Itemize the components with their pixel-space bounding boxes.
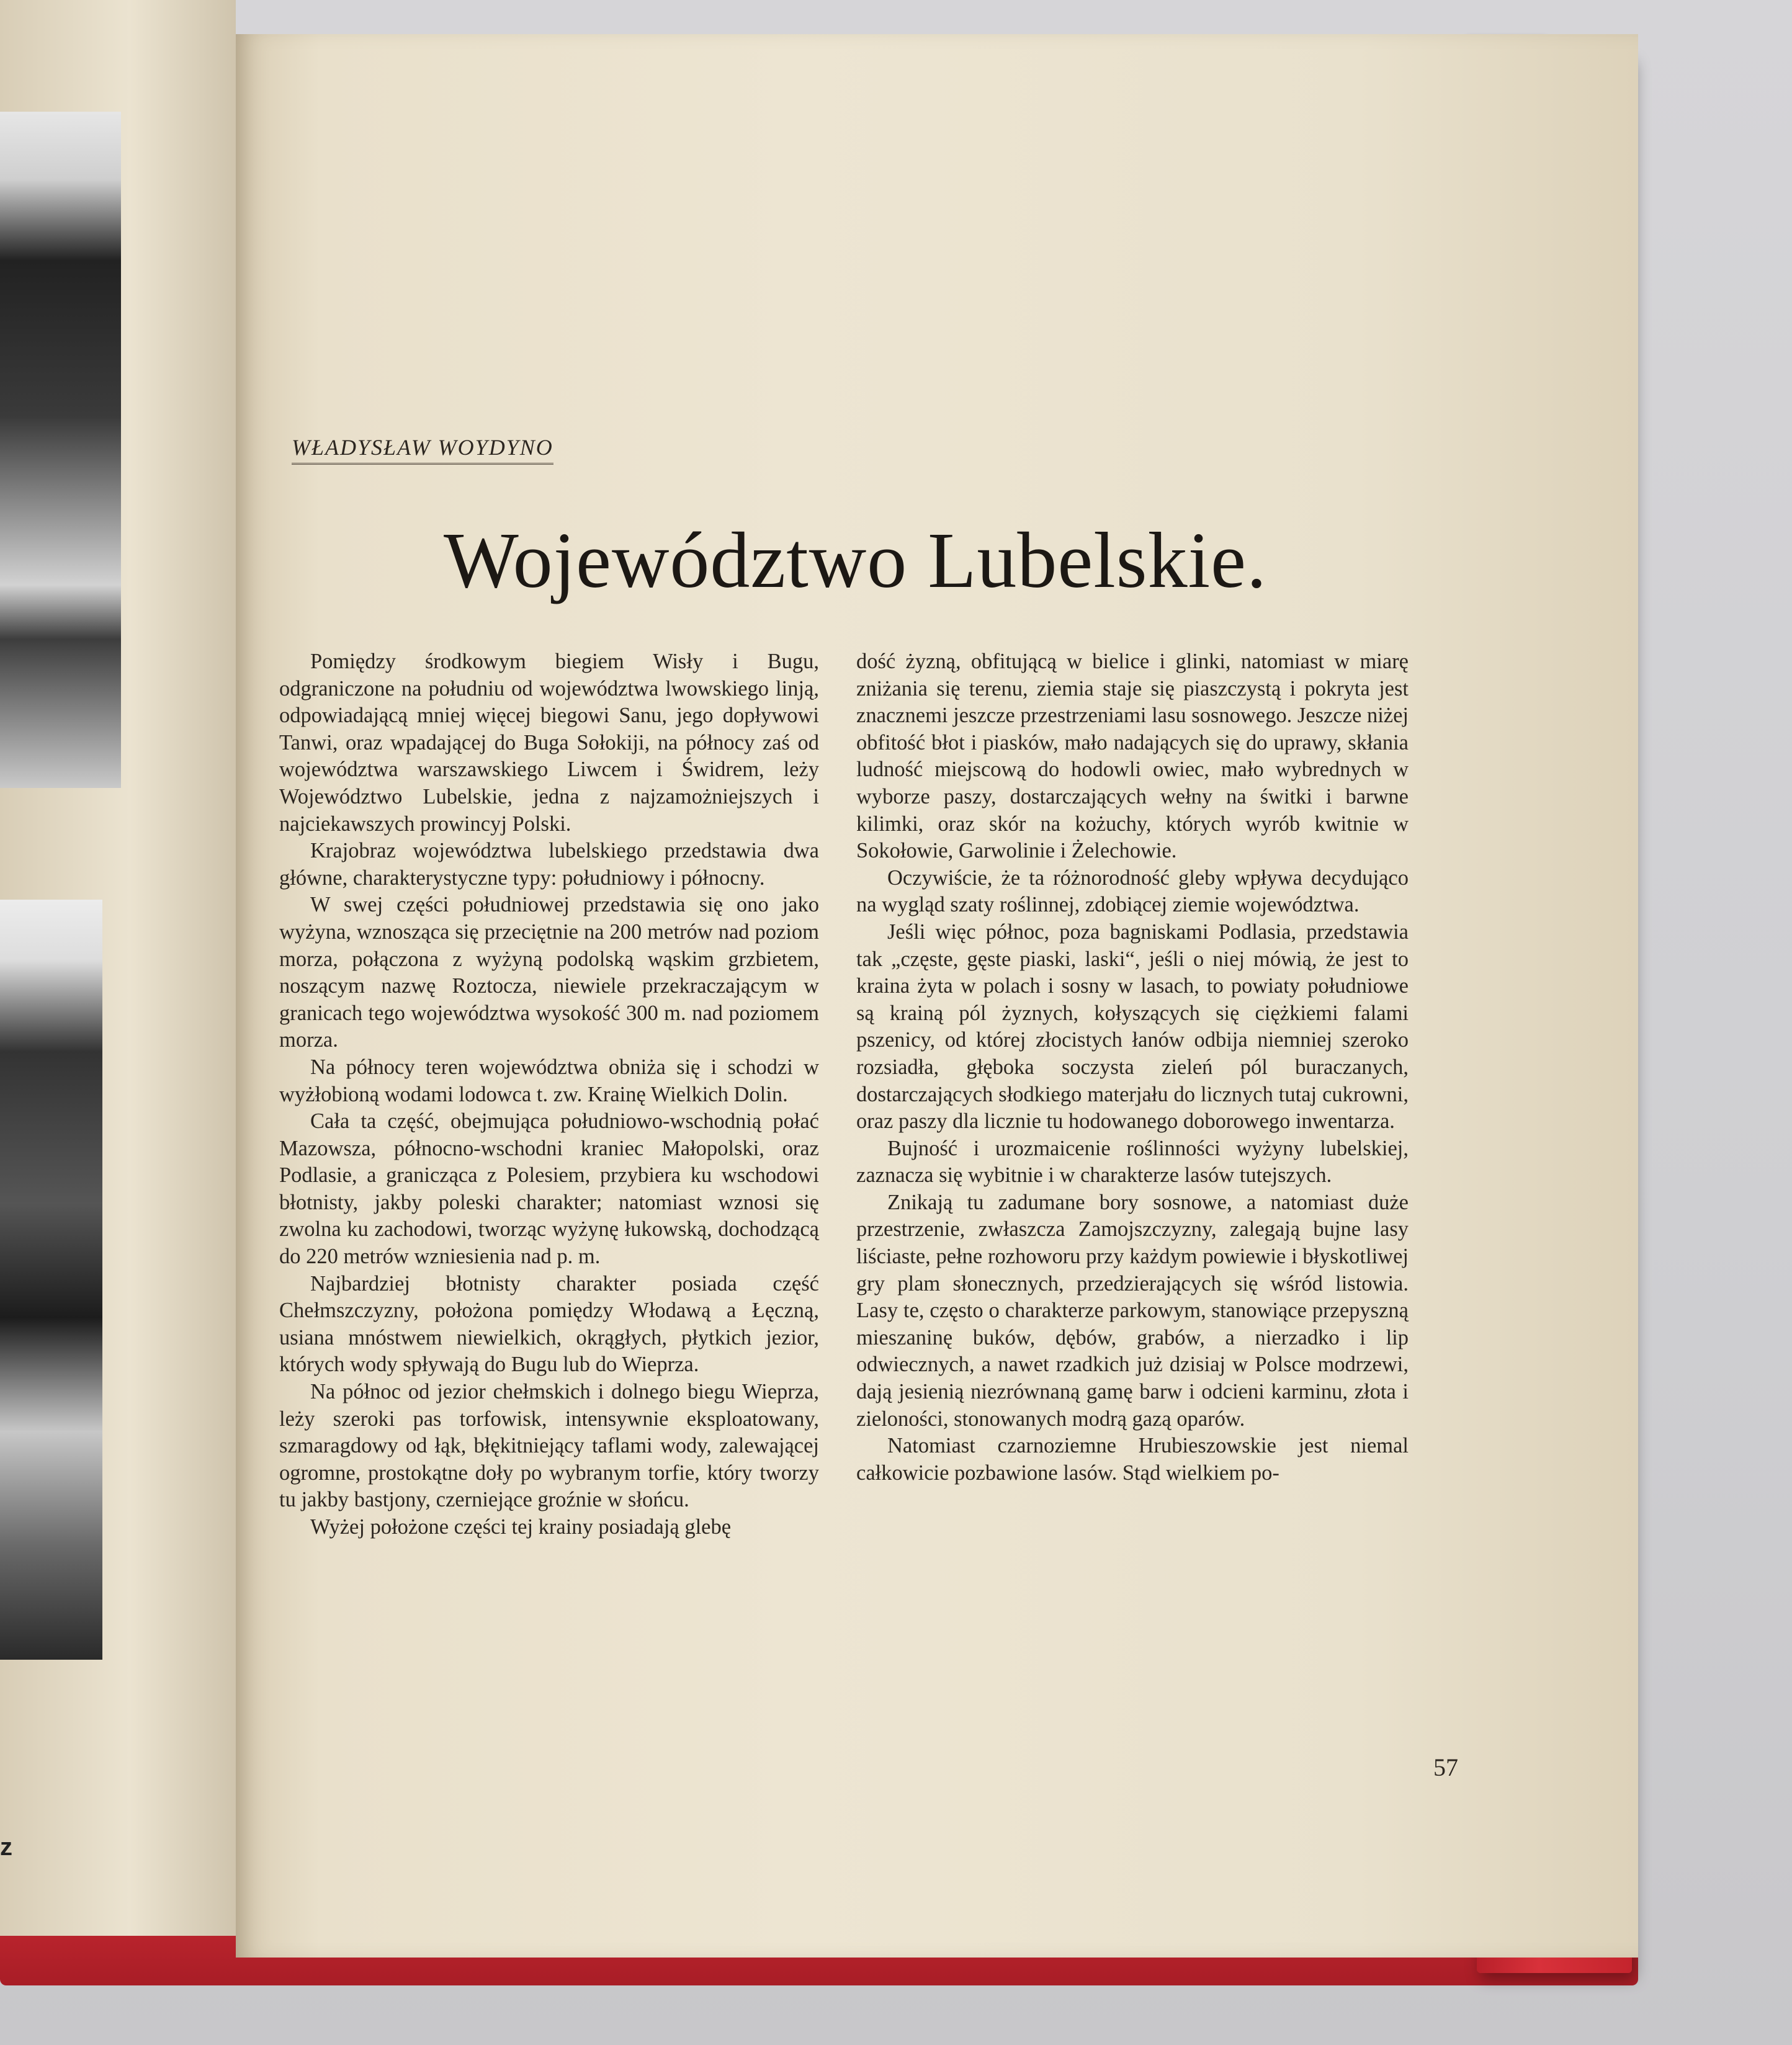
photo-left-top	[0, 112, 121, 788]
page-number: 57	[1433, 1753, 1458, 1781]
paragraph: dość żyzną, obfitującą w bielice i glinki, natomiast w miarę zniżania się terenu, ziemia staje się piaszczystą i pokryta jest znacznemi jeszcze przestrzeniami lasu sosnowego. Jeszcze niżej obfitość błot i piasków, mało nadających się do uprawy, skłania ludność miejscową do hodowli owiec, mało wybrednych w wyborze paszy, dostarczających wełny na świtki i barwne kilimki, oraz skór na kożuchy, których wyrób kwitnie w Sokołowie, Garwolinie i Żelechowie.	[856, 650, 1409, 863]
paragraph: Oczywiście, że ta różnorodność gleby wpływa decydująco na wygląd szaty roślinnej, zdobiącej ziemie województwa.	[856, 866, 1409, 917]
photo-left-bottom	[0, 900, 102, 1660]
paragraph: Bujność i urozmaicenie roślinności wyżyny lubelskiej, zaznacza się wybitnie i w charakterze lasów tutejszych.	[856, 1136, 1409, 1188]
left-page-fragment: z	[0, 1833, 12, 1861]
author-name: WŁADYSŁAW WOYDYNO	[292, 434, 553, 465]
paragraph: Natomiast czarnoziemne Hrubieszowskie jest niemal całkowicie pozbawione lasów. Stąd wielkiem po-	[856, 1434, 1409, 1485]
text-column-left	[279, 648, 819, 1541]
paragraph: Wyżej położone części tej krainy posiadają glebę	[310, 1515, 732, 1539]
paragraph: Cała ta część, obejmująca południowo-wschodnią połać Mazowsza, północno-wschodni kraniec Małopolski, oraz Podlasie, a granicząca z Polesiem, przybiera ku wschodowi błotnisty, jakby poleski charakter; natomiast wznosi się zwolna ku zachodowi, tworząc wyżynę łukowską, dochodzącą do 220 metrów wzniesienia nad p. m.	[279, 1109, 819, 1269]
paragraph: Jeśli więc północ, poza bagniskami Podlasia, przedstawia tak „częste, gęste piaski, laski“, jeśli o niej mówią, że jest to kraina żyta w polach i sosny w lasach, to powiaty południowe są krainą pól żyznych, kołyszących się ciężkiemi falami pszenicy, od której złocistych łanów odbija niemniej szeroko rozsiadła, głęboka soczysta zieleń pól buraczanych, dostarczających słodkiego materjału do licznych tutaj cukrowni, oraz paszy dla licznie tu hodowanego doborowego inwentarza.	[856, 920, 1409, 1134]
paragraph: Najbardziej błotnisty charakter posiada część Chełmszczyzny, położona pomiędzy Włodawą a Łęczną, usiana mnóstwem niewielkich, okrągłych, płytkich jezior, których wody spływają do Bugu lub do Wieprza.	[279, 1271, 819, 1377]
paragraph: Krajobraz województwa lubelskiego przedstawia dwa główne, charakterystyczne typy: południowy i północny.	[279, 839, 819, 890]
left-page	[0, 0, 236, 1936]
article-title: Województwo Lubelskie.	[444, 516, 1267, 604]
paragraph: Na północy teren województwa obniża się i schodzi w wyżłobioną wodami lodowca t. zw. Krainę Wielkich Dolin.	[279, 1055, 819, 1106]
paragraph: Znikają tu zadumane bory sosnowe, a natomiast duże przestrzenie, zwłaszcza Zamojszczyzny, zalegają bujne lasy liściaste, pełne rozhoworu przy każdym powiewie i błyskotliwej gry plam słonecznych, przedzierających się wśród listowia. Lasy te, często o charakterze parkowym, stanowiące przepyszną mieszaninę buków, dębów, grabów, a nierzadko i lip odwiecznych, a nawet rzadkich już dzisiaj w Polsce modrzewi, dają jesienią niezrównaną gamę barw i odcieni karminu, złota i zieloności, stonowanych modrą gazą oparów.	[856, 1190, 1409, 1431]
paragraph: W swej części południowej przedstawia się ono jako wyżyna, wznosząca się przeciętnie na 200 metrów nad poziom morza, połączona z wyżyną podolską wąskim grzbietem, noszącym nazwę Roztocza, niewiele przekraczającym w granicach tego województwa wysokość 300 m. nad poziomem morza.	[279, 893, 819, 1052]
text-column-right	[856, 648, 1409, 1487]
paragraph: Na północ od jezior chełmskich i dolnego biegu Wieprza, leży szeroki pas torfowisk, intensywnie eksploatowany, szmaragdowy od łąk, błękitniejący taflami wody, zalewającej ogromne, prostokątne doły po wybranym torfie, który tworzy tu jakby bastjony, czerniejące groźnie w słońcu.	[279, 1380, 819, 1512]
paragraph: Pomiędzy środkowym biegiem Wisły i Bugu, odgraniczone na południu od województwa lwowskiego linją, odpowiadającą mniej więcej biegowi Sanu, jego dopływowi Tanwi, oraz wpadającej do Buga Sołokiji, na północy zaś od województwa warszawskiego Liwcem i Świdrem, leży Województwo Lubelskie, jedna z najzamożniejszych i najciekawszych prowincyj Polski.	[279, 650, 819, 836]
